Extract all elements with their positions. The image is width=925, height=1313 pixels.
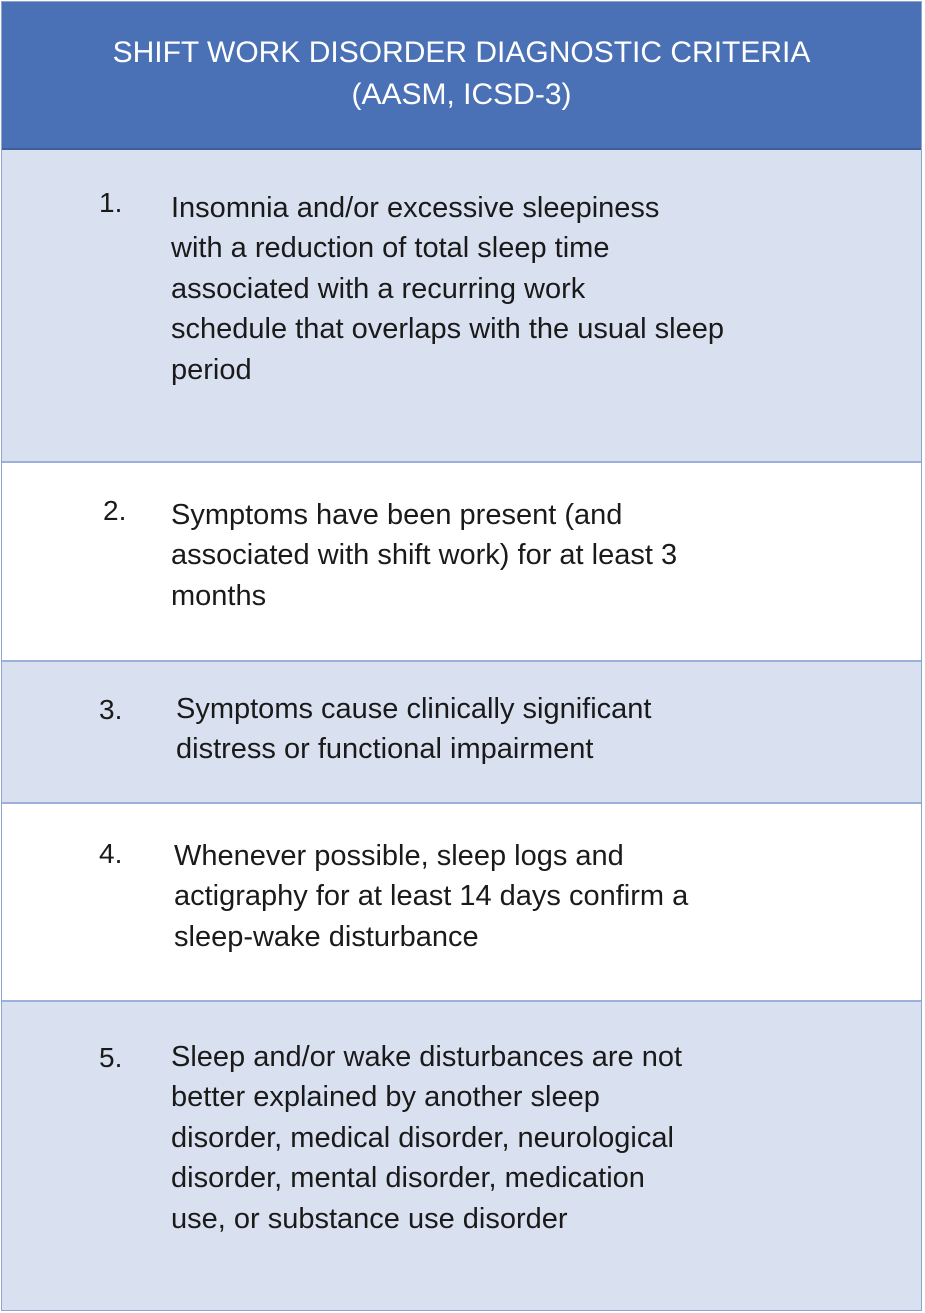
criterion-line: with a reduction of total sleep time xyxy=(171,232,610,265)
criterion-line: associated with a recurring work xyxy=(171,272,586,305)
criterion-line: use, or substance use disorder xyxy=(171,1202,568,1235)
criterion-number: 5. xyxy=(99,1042,123,1073)
criterion-text xyxy=(174,836,688,957)
criterion-number: 4. xyxy=(99,838,123,869)
criterion-text xyxy=(176,689,651,770)
criterion-text xyxy=(171,495,677,616)
criterion-line: schedule that overlaps with the usual sleep xyxy=(171,313,724,346)
criterion-line: Sleep and/or wake disturbances are not xyxy=(171,1041,683,1073)
criterion-line: Symptoms have been present (and xyxy=(171,499,623,531)
criterion-line: months xyxy=(171,579,267,612)
criterion-line: Insomnia and/or excessive sleepiness xyxy=(171,192,660,224)
criterion-line: Symptoms cause clinically significant xyxy=(176,693,652,725)
header-subtitle: (AASM, ICSD-3) xyxy=(351,78,572,111)
criterion-row-5 xyxy=(2,1000,921,1310)
criterion-number: 1. xyxy=(99,187,123,218)
criterion-line: actigraphy for at least 14 days confirm a xyxy=(174,880,689,913)
criterion-row-3 xyxy=(2,660,921,802)
criterion-text xyxy=(171,1037,682,1239)
criteria-table xyxy=(1,1,922,1311)
criterion-number: 3. xyxy=(99,694,123,725)
criterion-text xyxy=(171,188,724,390)
criterion-number: 2. xyxy=(103,495,127,526)
criterion-line: better explained by another sleep xyxy=(171,1081,600,1114)
criterion-line: Whenever possible, sleep logs and xyxy=(174,840,624,872)
table-header xyxy=(2,2,921,150)
criterion-line: disorder, medical disorder, neurological xyxy=(171,1121,674,1154)
header-title: SHIFT WORK DISORDER DIAGNOSTIC CRITERIA xyxy=(112,36,811,69)
criterion-row-4 xyxy=(2,802,921,1000)
criterion-line: associated with shift work) for at least 3 xyxy=(171,539,678,572)
criterion-line: sleep-wake disturbance xyxy=(174,920,479,953)
criterion-row-2 xyxy=(2,461,921,660)
criterion-line: period xyxy=(171,353,252,386)
criterion-line: distress or functional impairment xyxy=(176,733,594,766)
criterion-line: disorder, mental disorder, medication xyxy=(171,1162,645,1195)
criterion-row-1 xyxy=(2,150,921,461)
